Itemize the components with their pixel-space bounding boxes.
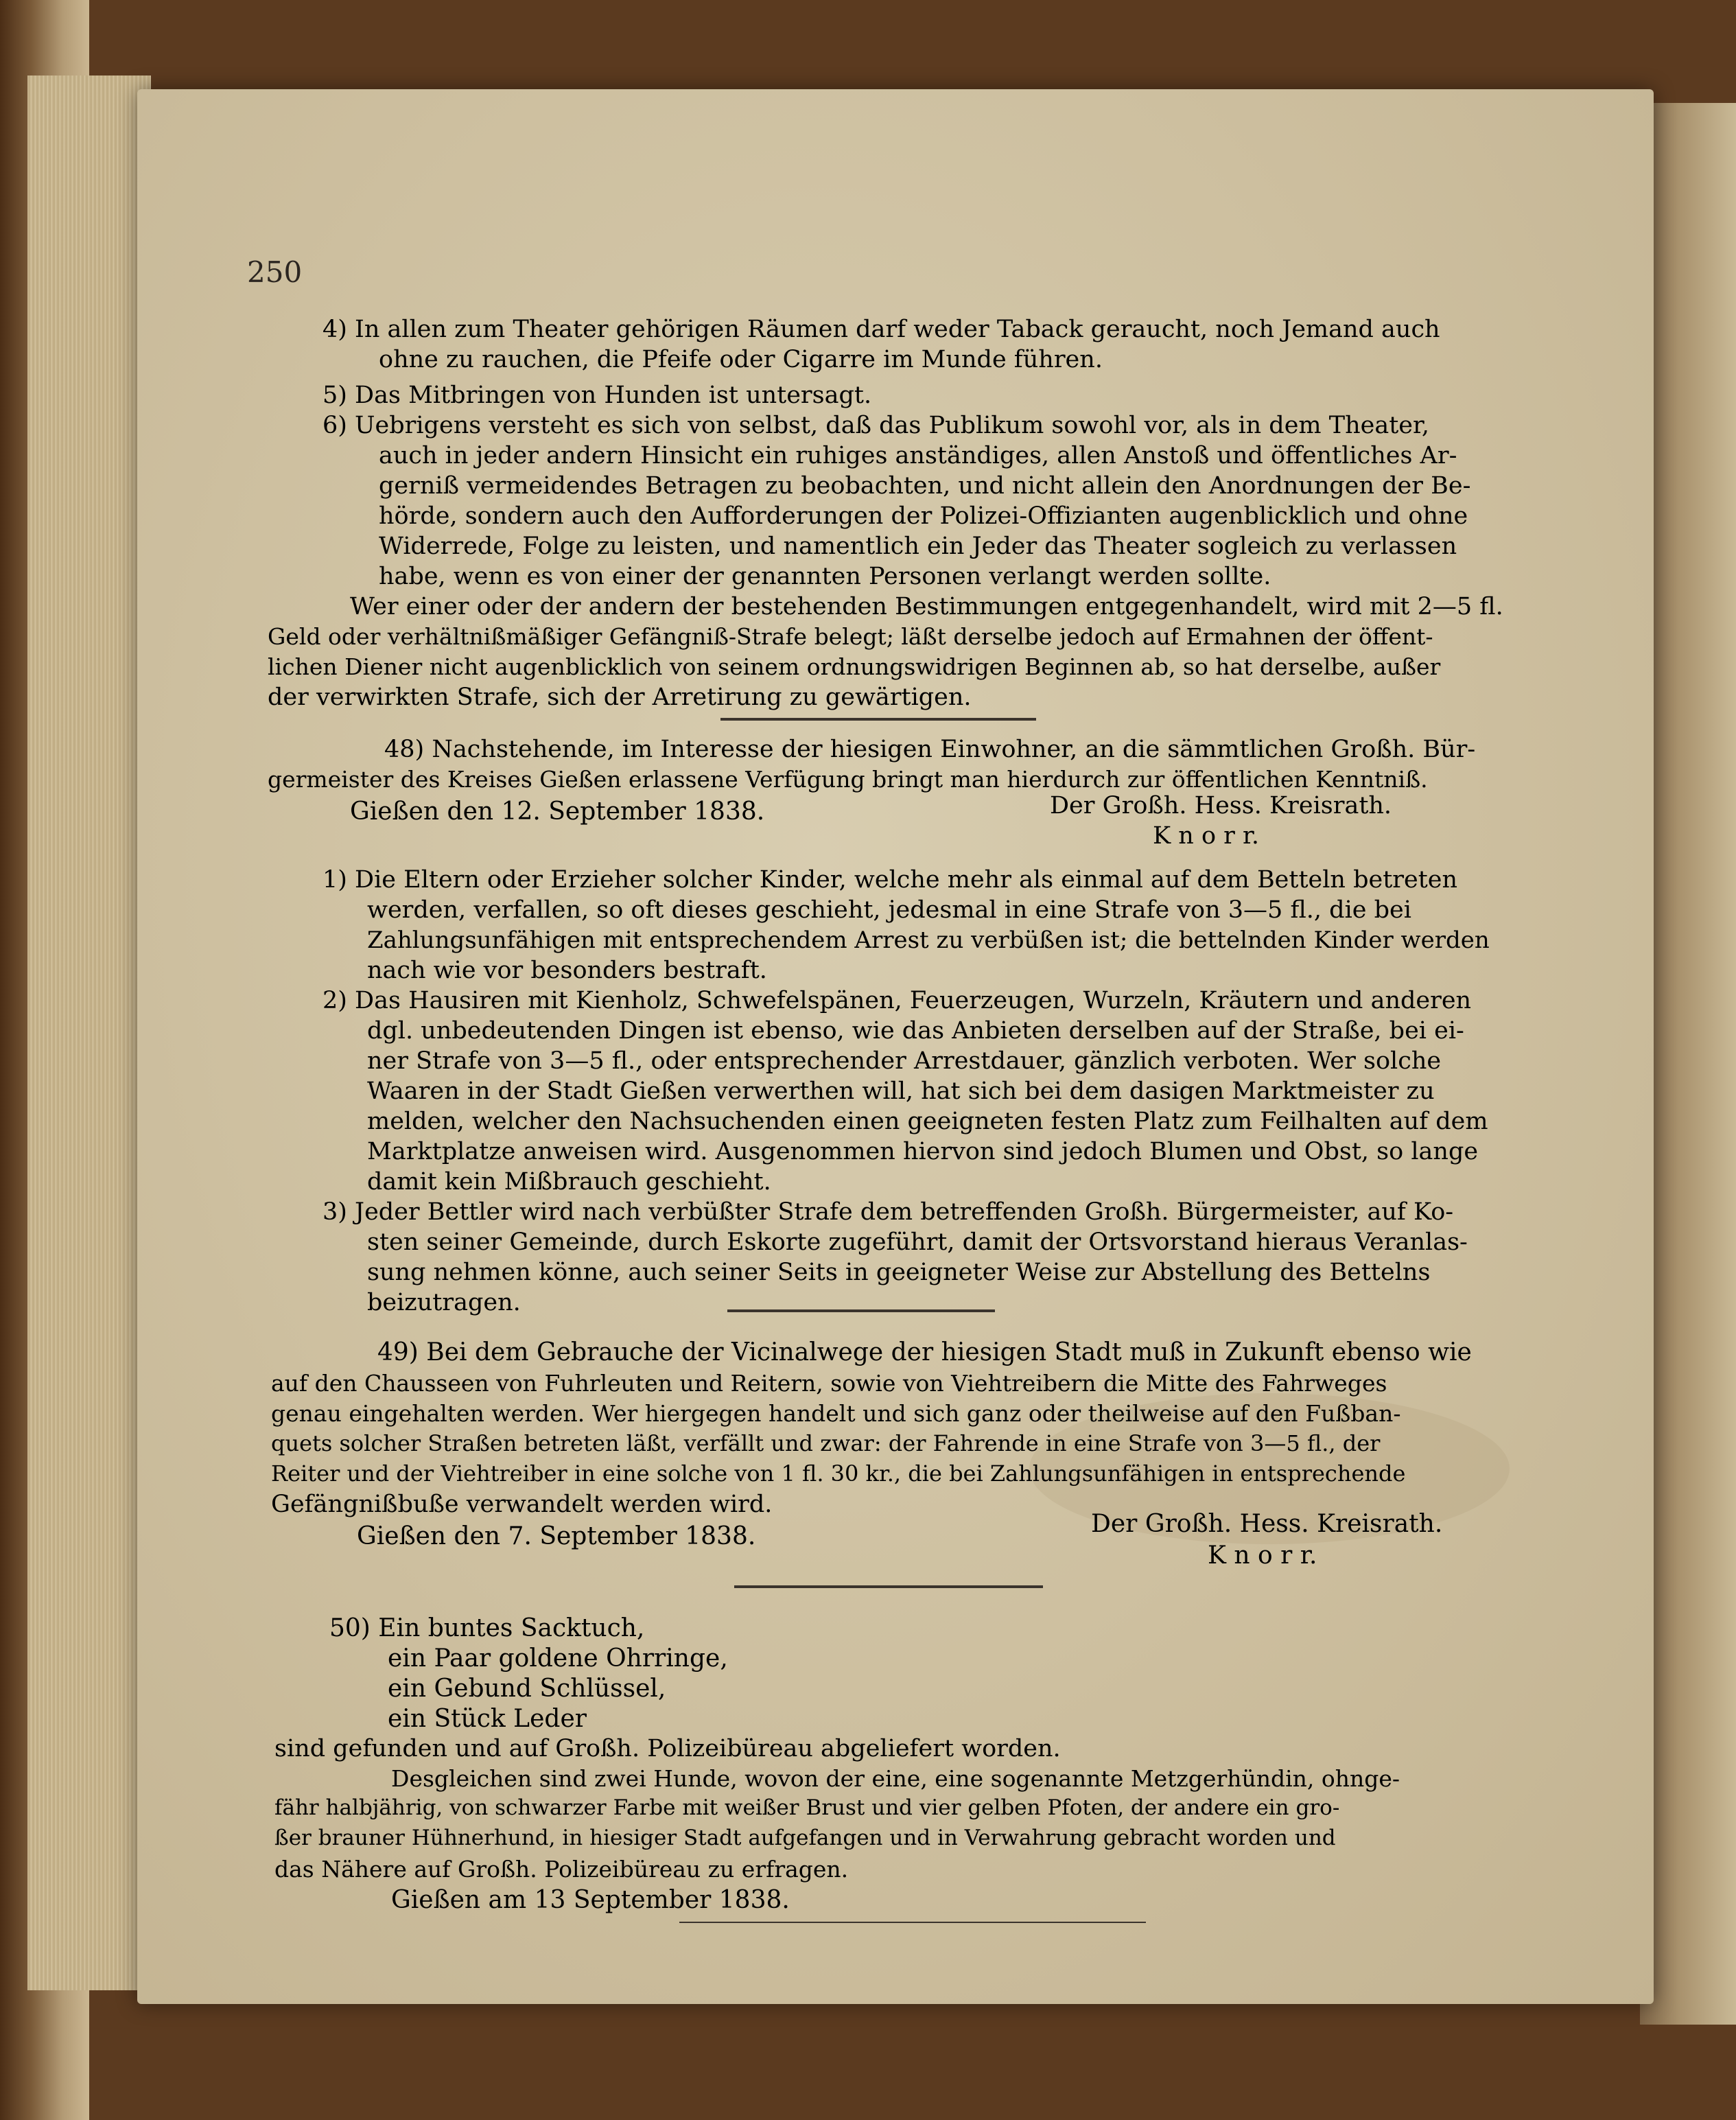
signature-name: K n o r r. [1153, 822, 1260, 850]
date-line: Gießen am 13 September 1838. [391, 1886, 790, 1914]
text-line: genau eingehalten werden. Wer hiergegen handelt und sich ganz oder theilweise auf den Fußban- [271, 1400, 1401, 1427]
adjacent-page [1640, 103, 1736, 2025]
book-page [137, 89, 1654, 2004]
text-line: germeister des Kreises Gießen erlassene Verfügung bringt man hierdurch zur öffentlichen Kenntniß. [268, 766, 1428, 793]
text-line: 50) Ein buntes Sacktuch, [329, 1614, 645, 1642]
text-line: beizutragen. [367, 1289, 521, 1316]
date-line: Gießen den 7. September 1838. [357, 1522, 756, 1550]
text-line: 1) Die Eltern oder Erzieher solcher Kinder, welche mehr als einmal auf dem Betteln betreten [322, 866, 1458, 894]
text-line: hörde, sondern auch den Aufforderungen der Polizei-Offizianten augenblicklich und ohne [379, 502, 1468, 530]
text-line: Reiter und der Viehtreiber in eine solche von 1 fl. 30 kr., die bei Zahlungsunfähigen in entsprechende [271, 1460, 1406, 1487]
section-divider [734, 1585, 1043, 1588]
text-line: quets solcher Straßen betreten läßt, verfällt und zwar: der Fahrende in eine Strafe von 3—5 fl., der [271, 1430, 1381, 1456]
text-line: 2) Das Hausiren mit Kienholz, Schwefelspänen, Feuerzeugen, Wurzeln, Kräutern und anderen [322, 987, 1472, 1014]
text-line: 6) Uebrigens versteht es sich von selbst, daß das Publikum sowohl vor, als in dem Theater, [322, 412, 1429, 439]
text-line: ohne zu rauchen, die Pfeife oder Cigarre im Munde führen. [379, 346, 1103, 373]
text-line: gerniß vermeidendes Betragen zu beobachten, und nicht allein den Anordnungen der Be- [379, 472, 1471, 500]
text-line: dgl. unbedeutenden Dingen ist ebenso, wie das Anbieten derselben auf der Straße, bei ei- [367, 1017, 1464, 1045]
closing-divider [679, 1922, 1146, 1923]
text-line: 48) Nachstehende, im Interesse der hiesigen Einwohner, an die sämmtlichen Großh. Bür- [384, 736, 1476, 763]
text-line: habe, wenn es von einer der genannten Personen verlangt werden sollte. [379, 563, 1271, 590]
text-line: 49) Bei dem Gebrauche der Vicinalwege der hiesigen Stadt muß in Zukunft ebenso wie [377, 1338, 1472, 1366]
text-line: werden, verfallen, so oft dieses geschieht, jedesmal in eine Strafe von 3—5 fl., die bei [367, 896, 1411, 924]
section-divider [720, 718, 1036, 721]
text-line: 3) Jeder Bettler wird nach verbüßter Strafe dem betreffenden Großh. Bürgermeister, auf Ko- [322, 1198, 1454, 1226]
text-line: Wer einer oder der andern der bestehenden Bestimmungen entgegenhandelt, wird mit 2—5 fl. [350, 593, 1503, 620]
signature-title: Der Großh. Hess. Kreisrath. [1091, 1510, 1443, 1538]
page-number: 250 [247, 255, 303, 289]
text-line: ein Gebund Schlüssel, [388, 1675, 666, 1703]
text-line: ein Stück Leder [388, 1705, 587, 1733]
text-line: 5) Das Mitbringen von Hunden ist untersagt. [322, 382, 872, 409]
text-line: das Nähere auf Großh. Polizeibüreau zu erfragen. [274, 1856, 849, 1883]
text-line: Waaren in der Stadt Gießen verwerthen will, hat sich bei dem dasigen Marktmeister zu [367, 1078, 1435, 1105]
text-line: Zahlungsunfähigen mit entsprechendem Arrest zu verbüßen ist; die bettelnden Kinder werden [367, 927, 1490, 954]
text-line: Desgleichen sind zwei Hunde, wovon der eine, eine sogenannte Metzgerhündin, ohnge- [391, 1765, 1400, 1792]
text-line: Marktplatze anweisen wird. Ausgenommen hiervon sind jedoch Blumen und Obst, so lange [367, 1138, 1479, 1165]
text-line: der verwirkten Strafe, sich der Arretirung zu gewärtigen. [268, 684, 972, 711]
text-line: nach wie vor besonders bestraft. [367, 957, 767, 984]
text-line: melden, welcher den Nachsuchenden einen geeigneten festen Platz zum Feilhalten auf dem [367, 1108, 1488, 1135]
signature-name: K n o r r. [1208, 1541, 1317, 1570]
text-line: damit kein Mißbrauch geschieht. [367, 1168, 771, 1196]
text-line: sten seiner Gemeinde, durch Eskorte zugeführt, damit der Ortsvorstand hieraus Veranlas- [367, 1228, 1468, 1256]
text-line: ßer brauner Hühnerhund, in hiesiger Stadt aufgefangen und in Verwahrung gebracht worden und [274, 1826, 1336, 1850]
text-line: sind gefunden und auf Großh. Polizeibüreau abgeliefert worden. [274, 1735, 1061, 1762]
text-line: ein Paar goldene Ohrringe, [388, 1644, 728, 1673]
signature-title: Der Großh. Hess. Kreisrath. [1050, 792, 1392, 819]
section-divider [727, 1309, 995, 1312]
text-line: sung nehmen könne, auch seiner Seits in geeigneter Weise zur Abstellung des Bettelns [367, 1259, 1431, 1286]
text-line: fähr halbjährig, von schwarzer Farbe mit weißer Brust und vier gelben Pfoten, der andere ein gro- [274, 1795, 1340, 1820]
text-line: auf den Chausseen von Fuhrleuten und Reitern, sowie von Viehtreibern die Mitte des Fahrweges [271, 1370, 1387, 1397]
text-line: 4) In allen zum Theater gehörigen Räumen darf weder Taback geraucht, noch Jemand auch [322, 316, 1440, 343]
page-edges [27, 75, 151, 1990]
text-line: lichen Diener nicht augenblicklich von seinem ordnungswidrigen Beginnen ab, so hat derselbe, außer [268, 653, 1441, 680]
date-line: Gießen den 12. September 1838. [350, 797, 765, 826]
text-line: ner Strafe von 3—5 fl., oder entsprechender Arrestdauer, gänzlich verboten. Wer solche [367, 1047, 1442, 1075]
text-line: Geld oder verhältnißmäßiger Gefängniß-Strafe belegt; läßt derselbe jedoch auf Ermahnen der öffent- [268, 623, 1433, 650]
text-line: Widerrede, Folge zu leisten, und namentlich ein Jeder das Theater sogleich zu verlassen [379, 533, 1457, 560]
text-line: auch in jeder andern Hinsicht ein ruhiges anständiges, allen Anstoß und öffentliches Ar- [379, 442, 1457, 469]
text-line: Gefängnißbuße verwandelt werden wird. [271, 1491, 773, 1518]
